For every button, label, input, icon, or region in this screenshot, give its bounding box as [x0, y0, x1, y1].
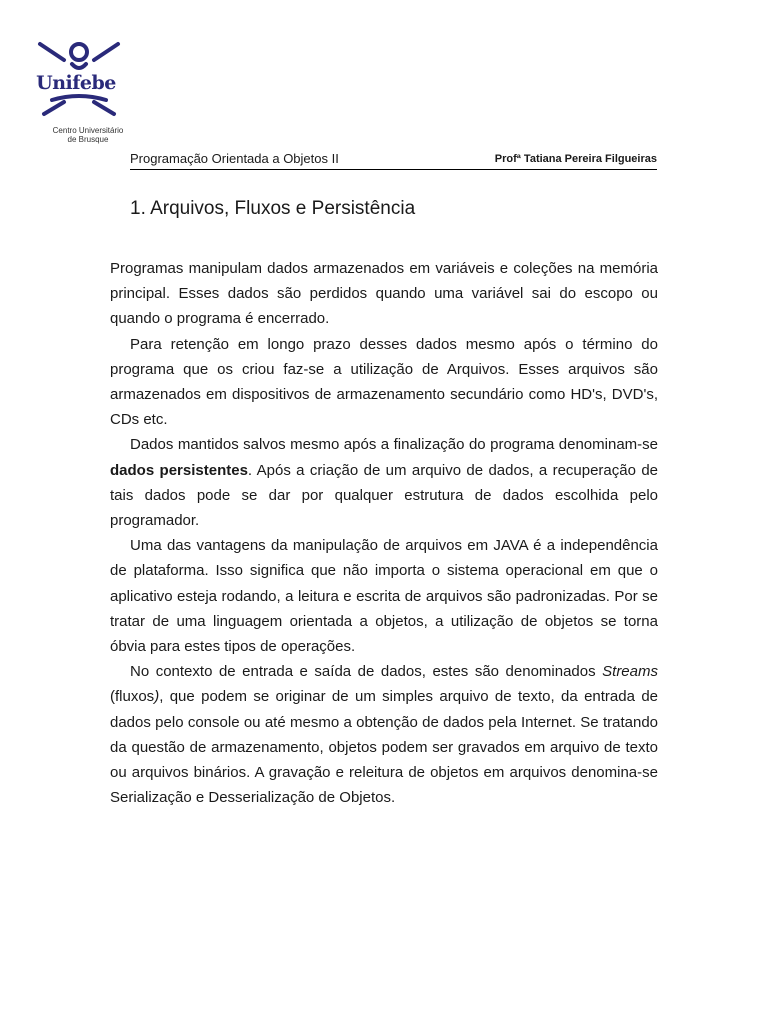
paragraph-3-text-a: Dados mantidos salvos mesmo após a finalização do programa denominam-se	[130, 436, 658, 454]
paragraph-2: Para retenção em longo prazo desses dados mesmo após o término do programa que os criou faz-se a utilização de Arquivos. Esses arquivos são armazenados em dispositivos de armazenamento secundário como HD's, DVD's, CDs etc.	[110, 335, 658, 429]
paragraph-3-text-b: . Após a criação de um arquivo de dados, a recuperação de tais dados pode se dar por qualquer estrutura de dados escolhida pelo programador.	[110, 461, 659, 530]
paragraph-5-fluxos: fluxos	[115, 688, 155, 706]
page-header	[130, 151, 657, 170]
logo-subtitle	[34, 126, 142, 144]
section-title: 1. Arquivos, Fluxos e Persistência	[130, 198, 416, 219]
paragraph-3	[110, 432, 658, 533]
bold-term: dados persistentes	[110, 461, 248, 479]
paragraph-1: Programas manipulam dados armazenados em variáveis e coleções na memória principal. Esses dados são perdidos quando uma variável sai do escopo ou quando o programa é encerrado.	[110, 260, 658, 328]
body-text	[110, 256, 658, 810]
paragraph-4: Uma das vantagens da manipulação de arquivos em JAVA é a independência de plataforma. Isso significa que não importa o sistema operacional em que o aplicativo esteja rodando, a leitura e escrita de arquivos são padronizadas. Por se tratar de uma linguagem orientada a objetos, a utilização de objetos se torna óbvia para estes tipos de operações.	[110, 537, 658, 656]
paragraph-5-text-a: No contexto de entrada e saída de dados, estes são denominados	[130, 663, 603, 681]
italic-term: Streams	[602, 663, 658, 681]
logo-brand: Unifebe	[36, 72, 116, 94]
logo-subtitle-line1: Centro Universitário	[52, 126, 124, 135]
paragraph-5-text-b: , que podem se originar de um simples arquivo de texto, da entrada de dados pelo console ou até mesmo a obtenção de dados pela Internet. Se tratando da questão de armazenamento, objetos podem ser gravados em arquivo de texto ou arquivos binários. A gravação e releitura de objetos em arquivos denomina-se Serialização e Desserialização de Objetos.	[110, 688, 658, 807]
course-title: Programação Orientada a Objetos II	[130, 151, 339, 166]
paragraph-5	[110, 659, 658, 810]
paragraph-5-paren-open: (	[110, 688, 115, 706]
professor-name: Profª Tatiana Pereira Filgueiras	[494, 153, 657, 165]
unifebe-logo	[34, 38, 142, 148]
paragraph-5-paren-close: )	[154, 688, 160, 706]
logo-subtitle-line2: de Brusque	[67, 135, 109, 144]
